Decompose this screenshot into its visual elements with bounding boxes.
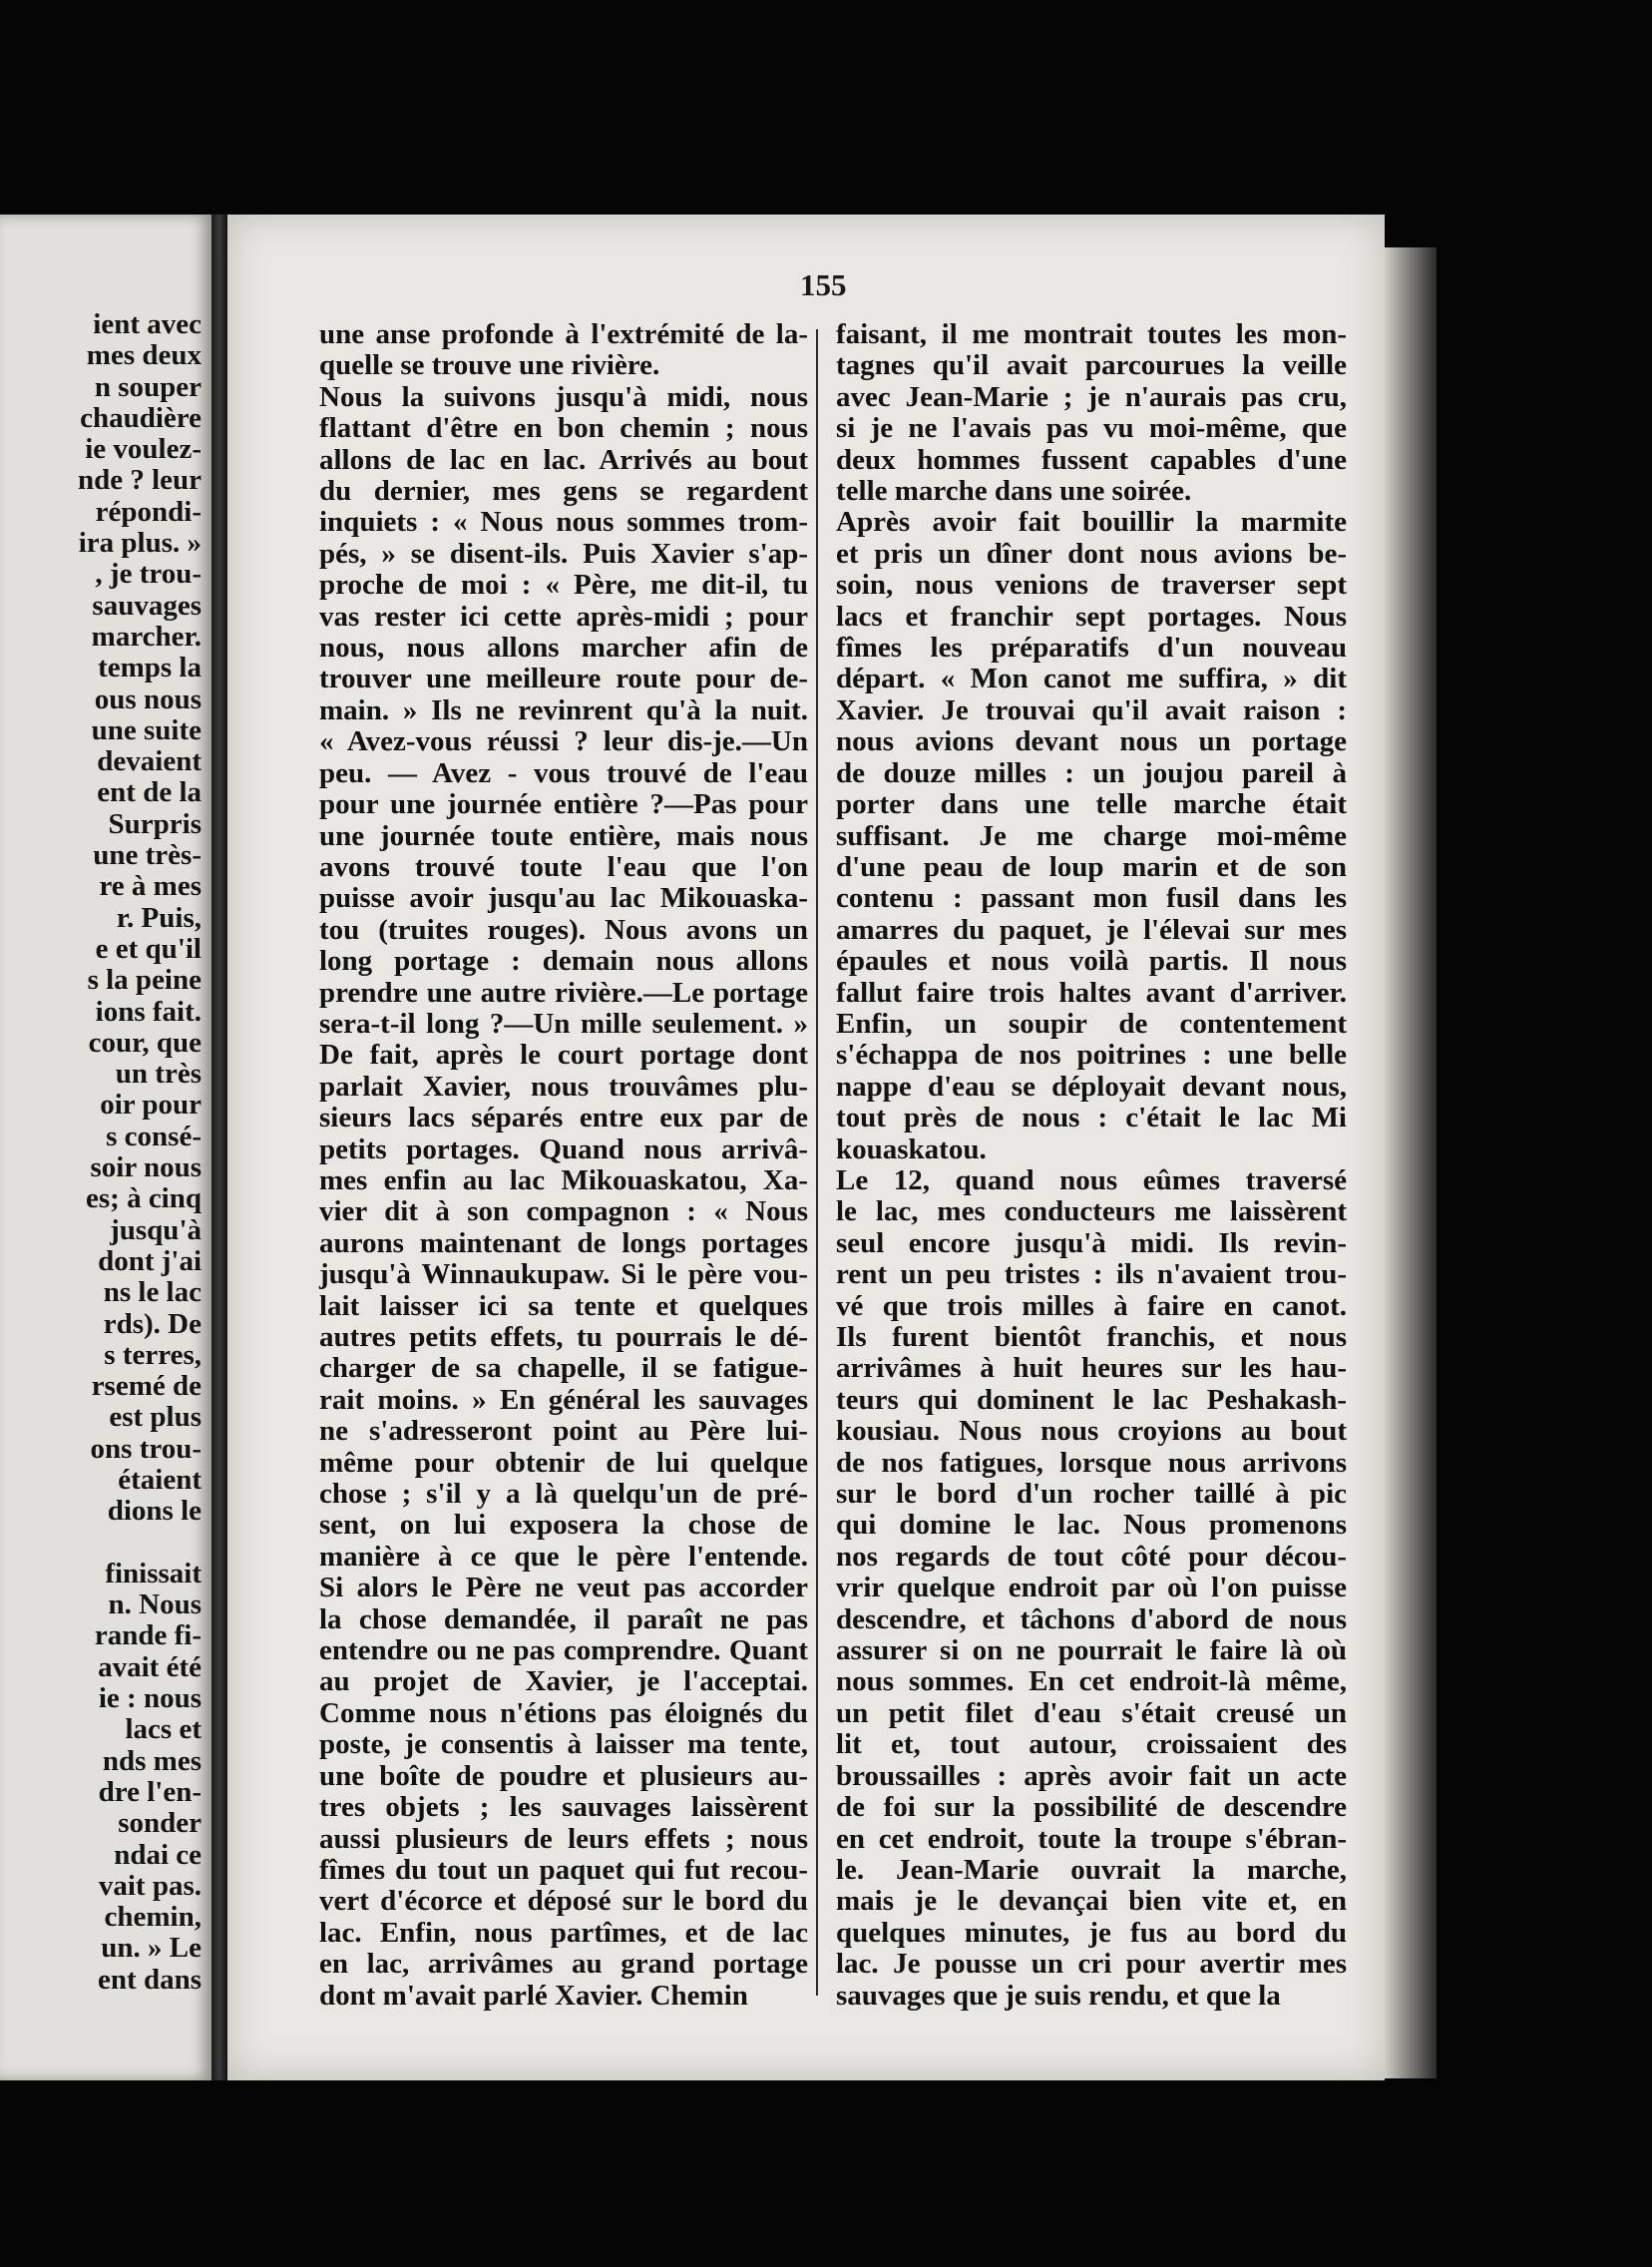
fragment-line: un. » Le [101,1932,202,1965]
text-line: puisse avoir jusqu'au lac Mikouaska- [319,882,808,915]
text-line: avons trouvé toute l'eau que l'on [319,850,808,883]
text-line: petits portages. Quand nous arrivâ- [319,1133,808,1165]
fragment-line: s la peine [87,964,202,997]
fragment-line: ie voulez- [85,433,202,466]
text-line: kousiau. Nous nous croyions au bout [836,1415,1347,1448]
fragment-line: sauvages [92,589,202,622]
text-line: poste, je consentis à laisser ma tente, [319,1728,808,1761]
fragment-line: vait pas. [98,1869,202,1902]
fragment-line: rsemé de [91,1370,202,1403]
text-line: fîmes du tout un paquet qui fut recou- [319,1853,808,1886]
fragment-line: oir pour [100,1089,202,1122]
text-line: tagnes qu'il avait parcourues la veille [836,349,1347,382]
text-line: du dernier, mes gens se regardent [319,475,808,508]
text-line: vé que trois milles à faire en canot. [836,1289,1347,1322]
text-line: Ils furent bientôt franchis, et nous [836,1321,1347,1353]
text-line: aussi plusieurs de leurs effets ; nous [319,1822,808,1855]
text-line: main. » Ils ne revinrent qu'à la nuit. [319,693,808,726]
text-line: assurer si on ne pourrait le faire là où [836,1634,1347,1667]
fragment-line: ns le lac [103,1276,202,1309]
column-divider [816,329,818,1996]
text-line: le lac, mes conducteurs me laissèrent [836,1195,1347,1228]
text-line: seul encore jusqu'à midi. Ils revin- [836,1226,1347,1259]
text-line: Après avoir fait bouillir la marmite [836,506,1347,539]
text-line: manière à ce que le père l'entende. [319,1540,808,1573]
fragment-line: étaient [118,1463,202,1496]
text-line: départ. « Mon canot me suffira, » dit [836,663,1347,695]
text-line: nappe d'eau se déployait devant nous, [836,1070,1347,1103]
fragment-line: , je trou- [95,558,202,591]
text-line: allons de lac en lac. Arrivés au bout [319,443,808,476]
text-line: autres petits effets, tu pourrais le dé- [319,1321,808,1353]
text-line: descendre, et tâchons d'abord de nous [836,1602,1347,1635]
text-line: la chose demandée, il paraît ne pas [319,1602,808,1635]
text-line: une journée toute entière, mais nous [319,819,808,852]
text-line: deux hommes fussent capables d'une [836,443,1347,476]
text-line: Nous la suivons jusqu'à midi, nous [319,380,808,413]
fragment-line: ndai ce [114,1838,202,1871]
facing-page-text [2,309,202,1996]
fragment-line: es; à cinq [86,1182,202,1215]
text-line: tout près de nous : c'était le lac Mi [836,1102,1347,1134]
left-text-column [319,319,808,2012]
text-line: Xavier. Je trouvai qu'il avait raison : [836,693,1347,726]
right-text-column [836,319,1347,2012]
text-line: teurs qui dominent le lac Peshakash- [836,1383,1347,1416]
text-line: lacs et franchir sept portages. Nous [836,600,1347,633]
fragment-line: s consé- [106,1120,202,1152]
text-line: nous sommes. En cet endroit-là même, [836,1665,1347,1698]
fragment-line: s terres, [104,1338,202,1371]
text-line: pour une journée entière ?—Pas pour [319,788,808,821]
text-line: entendre ou ne pas comprendre. Quant [319,1634,808,1667]
fragment-line: une très- [93,839,202,872]
text-line: inquiets : « Nous nous sommes trom- [319,506,808,539]
text-line: et pris un dîner dont nous avions be- [836,537,1347,570]
fragment-line: n souper [94,370,202,403]
text-line: Comme nous n'étions pas éloignés du [319,1696,808,1729]
text-line: De fait, après le court portage dont [319,1039,808,1072]
fragment-line: re à mes [99,870,202,903]
text-line: Enfin, un soupir de contentement [836,1007,1347,1040]
fragment-line: r. Puis, [116,901,202,934]
text-line: parlait Xavier, nous trouvâmes plu- [319,1070,808,1103]
text-line: sieurs lacs séparés entre eux par de [319,1102,808,1134]
text-line: lac. Je pousse un cri pour avertir mes [836,1948,1347,1981]
text-line: sauvages que je suis rendu, et que la [836,1979,1281,2012]
text-line: nos regards de tout côté pour décou- [836,1540,1347,1573]
text-line: Si alors le Père ne veut pas accorder [319,1572,808,1604]
text-line: quelques minutes, je fus au bord du [836,1916,1347,1949]
fragment-line: sonder [118,1807,202,1840]
text-line: un petit filet d'eau s'était creusé un [836,1696,1347,1729]
text-line: épaules et nous voilà partis. Il nous [836,945,1347,978]
fragment-line: Surpris [108,807,202,840]
fragment-line: chaudière [80,401,202,434]
text-line: rent un peu tristes : ils n'avaient trou- [836,1258,1347,1291]
text-line: proche de moi : « Père, me dit-il, tu [319,569,808,602]
text-line: de douze milles : un joujou pareil à [836,756,1347,789]
text-line: dont m'avait parlé Xavier. Chemin [319,1979,748,2012]
text-line: porter dans une telle marche était [836,788,1347,821]
text-line: nous, nous allons marcher afin de [319,632,808,665]
text-line: sera-t-il long ?—Un mille seulement. » [319,1007,808,1040]
fragment-line: ions fait. [95,995,202,1028]
fragment-line: chemin, [104,1901,202,1934]
text-line: vert d'écorce et déposé sur le bord du [319,1885,808,1918]
text-line: « Avez-vous réussi ? leur dis-je.—Un [319,725,808,758]
fragment-line: n. Nous [108,1588,202,1621]
text-line: telle marche dans une soirée. [836,475,1192,508]
text-line: même pour obtenir de lui quelque [319,1446,808,1479]
text-line: suffisant. Je me charge moi-même [836,819,1347,852]
fragment-line: un très [115,1058,202,1091]
text-line: s'échappa de nos poitrines : une belle [836,1039,1347,1072]
fragment-line: dions le [107,1495,202,1528]
text-line: amarres du paquet, je l'élevai sur mes [836,913,1347,946]
text-line: une boîte de poudre et plusieurs au- [319,1759,808,1792]
fragment-line: devaient [97,745,202,778]
book-gutter [211,215,227,2080]
fragment-line: rande fi- [94,1619,202,1652]
text-line: lit et, tout autour, croissaient des [836,1728,1347,1761]
text-line: d'une peau de loup marin et de son [836,850,1347,883]
text-line: avec Jean-Marie ; je n'aurais pas cru, [836,380,1347,413]
fragment-line [2,1528,202,1559]
fragment-line: ira plus. » [78,527,202,560]
text-line: mes enfin au lac Mikouaskatou, Xa- [319,1163,808,1196]
fragment-line: e et qu'il [95,932,202,965]
fragment-line: est plus [109,1401,202,1434]
fragment-line: soir nous [90,1151,202,1184]
text-line: chose ; s'il y a là quelqu'un de pré- [319,1478,808,1511]
text-line: arrivâmes à huit heures sur les hau- [836,1352,1347,1385]
fragment-line: ient avec [93,308,202,340]
text-line: en cet endroit, toute la troupe s'ébran- [836,1822,1347,1855]
text-line: pés, » se disent-ils. Puis Xavier s'ap- [319,537,808,570]
fragment-line: marcher. [91,620,202,653]
fragment-line: dre l'en- [98,1775,202,1808]
facing-page-fragment [0,215,211,2080]
fragment-line: une suite [91,713,202,746]
text-line: aurons maintenant de longs portages [319,1226,808,1259]
fragment-line: cour, que [88,1026,202,1059]
text-line: de foi sur la possibilité de descendre [836,1791,1347,1824]
fragment-line: répondi- [95,495,202,528]
text-line: long portage : demain nous allons [319,945,808,978]
text-line: peu. — Avez - vous trouvé de l'eau [319,756,808,789]
page-number: 155 [800,267,847,302]
fragment-line: ie : nous [98,1682,202,1715]
text-line: si je ne l'avais pas vu moi-même, que [836,412,1347,445]
text-line: fîmes les préparatifs d'un nouveau [836,632,1347,665]
fragment-line: mes deux [86,339,202,372]
text-line: ne s'adresseront point au Père lui- [319,1415,808,1448]
fragment-line: lacs et [125,1713,202,1746]
text-line: le. Jean-Marie ouvrait la marche, [836,1853,1347,1886]
text-line: vier dit à son compagnon : « Nous [319,1195,808,1228]
text-line: tou (truites rouges). Nous avons un [319,913,808,946]
text-line: sent, on lui exposera la chose de [319,1509,808,1542]
text-line: en lac, arrivâmes au grand portage [319,1948,808,1981]
text-line: broussailles : après avoir fait un acte [836,1759,1347,1792]
text-line: nous avions devant nous un portage [836,725,1347,758]
page-edge-shadow [1385,247,1437,2078]
text-line: de nos fatigues, lorsque nous arrivons [836,1446,1347,1479]
fragment-line: nde ? leur [77,464,202,497]
text-line: lait laisser ici sa tente et quelques [319,1289,808,1322]
text-line: faisant, il me montrait toutes les mon- [836,318,1347,350]
text-line: une anse profonde à l'extrémité de la- [319,318,808,350]
text-line: sur le bord d'un rocher taillé à pic [836,1478,1347,1511]
fragment-line: dont j'ai [98,1244,202,1277]
text-line: mais je le devançai bien vite et, en [836,1885,1347,1918]
fragment-line: finissait [105,1557,202,1589]
text-line: fallut faire trois haltes avant d'arriver. [836,976,1347,1009]
fragment-line: ous nous [94,682,202,715]
text-line: jusqu'à Winnaukupaw. Si le père vou- [319,1258,808,1291]
text-line: soin, nous venions de traverser sept [836,569,1347,602]
fragment-line: temps la [98,652,202,684]
fragment-line: avait été [98,1650,202,1683]
text-line: au projet de Xavier, je l'acceptai. [319,1665,808,1698]
fragment-line: nds mes [102,1744,202,1777]
text-line: rait moins. » En général les sauvages [319,1383,808,1416]
fragment-line: ons trou- [90,1432,202,1465]
text-line: lac. Enfin, nous partîmes, et de lac [319,1916,808,1949]
text-line: qui domine le lac. Nous promenons [836,1509,1347,1542]
fragment-line: ent dans [98,1963,202,1996]
fragment-line: rds). De [103,1307,202,1340]
fragment-line: ent de la [97,776,202,809]
text-line: charger de sa chapelle, il se fatigue- [319,1352,808,1385]
text-line: contenu : passant mon fusil dans les [836,882,1347,915]
text-line: quelle se trouve une rivière. [319,349,660,382]
text-line: vas rester ici cette après-midi ; pour [319,600,808,633]
text-line: trouver une meilleure route pour de- [319,663,808,695]
text-line: prendre une autre rivière.—Le portage [319,976,808,1009]
text-line: vrir quelque endroit par où l'on puisse [836,1572,1347,1604]
fragment-line: jusqu'à [110,1213,202,1246]
text-line: kouaskatou. [836,1133,987,1165]
text-line: tres objets ; les sauvages laissèrent [319,1791,808,1824]
text-line: Le 12, quand nous eûmes traversé [836,1163,1347,1196]
text-line: flattant d'être en bon chemin ; nous [319,412,808,445]
